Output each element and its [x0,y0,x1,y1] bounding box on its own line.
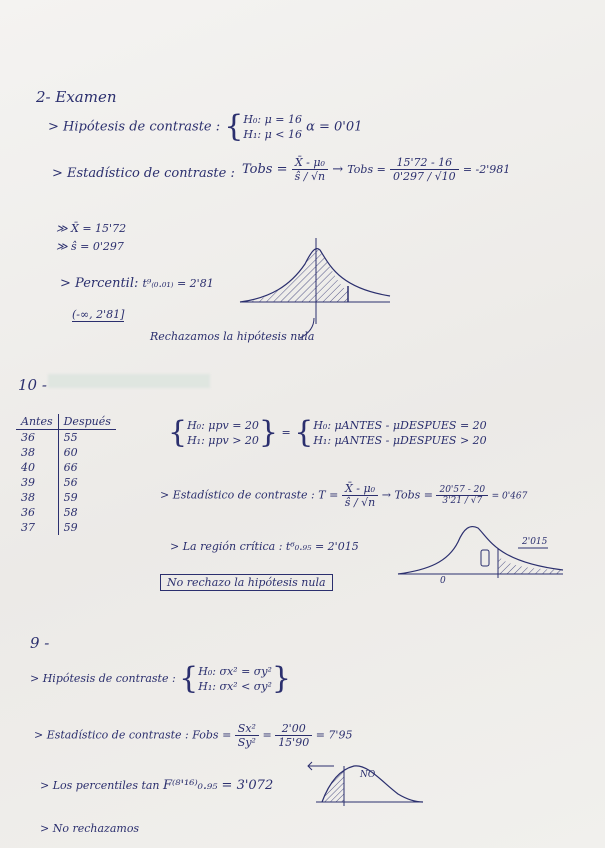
ex10-data-table [16,414,116,535]
table-header-despues: Después [58,414,116,430]
ex2-formula-num: X̄ - μ₀ [292,156,328,170]
ex2-hypothesis-row: > Hipótesis de contraste : { H₀: μ = 16 H₁: μ < 16 α = 0'01 [48,109,363,144]
ex2-statistic-label: > Estadístico de contraste : [52,166,235,181]
ex10-h0b: H₀: μANTES - μDESPUES = 20 [313,419,487,432]
redacted-region [48,374,210,388]
table-cell: 59 [63,491,78,504]
table-cell: 55 [63,431,78,444]
ex2-conclusion: Rechazamos la hipótesis nula [150,330,315,343]
ex9-den2: 15'90 [278,736,310,749]
table-cell: 66 [63,461,78,474]
ex10-num2: 20'57 - 20 [436,485,488,496]
ex10-tobs-label: Tobs = [394,488,433,502]
ex2-hypothesis-label: > Hipótesis de contraste : [48,119,221,135]
ex10-statistic-row: > Estadístico de contraste : T = $\frac{\text{X̄ - μ₀}}{ŝ / √n}$ → Tobs = $\frac{20'57 - 20}{3'21 / √7}$ = 0'467 [160,482,528,509]
ex10-title: 10 - [18,376,47,394]
ex10-h1b: H₁: μANTES - μDESPUES > 20 [313,434,487,447]
ex10-result: = 0'467 [491,491,528,502]
ex9-hypothesis-row: > Hipótesis de contraste : { H₀: σx² = σy² H₁: σx² < σy² } [30,661,292,696]
table-row [16,520,116,535]
ex10-t-distribution-plot [398,520,563,590]
table-cell: 36 [16,430,58,446]
table-cell: 56 [63,476,78,489]
ex9-percentiles-label: > Los percentiles tan [40,779,160,792]
ex2-percentil-label: > Percentil: [60,276,139,291]
ex9-fobs-label: Fobs = [192,728,232,742]
ex2-h0: H₀: μ = 16 [243,113,302,126]
table-cell: 60 [63,446,78,459]
ex2-t-distribution-plot [240,236,390,316]
table-cell: 36 [16,505,58,520]
ex2-alpha: α = 0'01 [306,119,363,135]
table-cell: 40 [16,460,58,475]
ex10-region-row [170,540,359,553]
ex10-hypotheses: { H₀: μpv = 20 H₁: μpv > 20 } = { H₀: μANTES - μDESPUES = 20 H₁: μANTES - μDESPUES > 20 [168,415,487,450]
ex9-formula-num: Sx² [235,722,259,736]
ex2-h1: H₁: μ < 16 [243,128,302,141]
table-cell: 39 [16,475,58,490]
ex10-conclusion: No rechazo la hipótesis nula [160,574,333,591]
arrow-icon [300,318,320,340]
table-cell: 37 [16,520,58,535]
ex10-formula-den: ŝ / √n [344,496,376,509]
ex9-plot-no-label: NO [360,770,376,780]
table-cell: 58 [63,506,78,519]
ex2-num2: 15'72 - 16 [390,156,459,170]
ex9-statistic-row: > Estadístico de contraste : Fobs = $\frac{\text{Sx²}}{\text{Sy²}}$ = $\frac{2'00}{15'90}$ = 7'95 [34,722,353,749]
ex2-interval: (-∞, 2'81] [72,308,125,321]
ex10-t-label: T = [318,488,339,502]
ex10-h1a: H₁: μpv > 20 [187,434,259,447]
table-row [16,430,116,446]
table-row [16,445,116,460]
ex9-h1: H₁: σx² < σy² [198,680,272,693]
ex2-title: 2- Examen [36,88,117,106]
ex9-result: = 7'95 [315,728,353,742]
ex2-formula-den: ŝ / √n [294,170,326,183]
ex2-xbar: ≫ X̄ = 15'72 [56,222,127,235]
ex2-tobs2-label: Tobs = [347,163,386,176]
ex2-shat: ≫ ŝ = 0'297 [56,240,124,253]
ex10-region-value: t⁶₀.₉₅ = 2'015 [285,540,359,553]
ex10-statistic-label: > Estadístico de contraste : [160,488,315,502]
ex2-percentil-row [60,276,214,291]
ex9-title: 9 - [30,634,50,652]
ex9-h0: H₀: σx² = σy² [198,665,272,678]
ex10-plot-zero-label: 0 [440,576,446,586]
ex9-percentile-row [40,778,273,793]
table-header-antes: Antes [16,414,58,430]
ex10-formula-num: X̄ - μ₀ [342,482,378,496]
ex2-den2: 0'297 / √10 [392,170,456,183]
ex9-formula-den: Sy² [237,736,256,749]
ex9-percentile-value: F⁽⁸'¹⁶⁾₀.₉₅ = 3'072 [163,778,274,793]
table-row [16,490,116,505]
ex2-percentil-value: t⁹₍₀.₀₁₎ = 2'81 [142,277,214,290]
ex9-hypothesis-label: > Hipótesis de contraste : [30,672,176,685]
ex10-region-label: > La región crítica : [170,540,283,553]
table-cell: 38 [16,490,58,505]
table-row [16,475,116,490]
ex9-statistic-label: > Estadístico de contraste : [34,728,189,742]
ex2-tobs-label: Tobs = [242,162,288,177]
ex10-plot-critical-label: 2'015 [522,537,548,547]
ex9-f-distribution-plot [308,756,423,812]
ex9-conclusion: > No rechazamos [40,822,140,835]
ex2-result: = -2'981 [462,163,511,176]
ex10-h0a: H₀: μpv = 20 [187,419,259,432]
table-cell: 38 [16,445,58,460]
table-row [16,505,116,520]
table-cell: 59 [63,521,78,534]
ex9-num2: 2'00 [275,722,312,736]
ex10-den2: 3'21 / √7 [442,496,483,506]
table-row [16,460,116,475]
ex2-statistic-formula: Tobs = $\frac{\text{X̄ - μ₀}}{ŝ / √n}$ → Tobs = $\frac{15'72 - 16}{0'297 / √10}$ = -2'981 [242,156,511,183]
